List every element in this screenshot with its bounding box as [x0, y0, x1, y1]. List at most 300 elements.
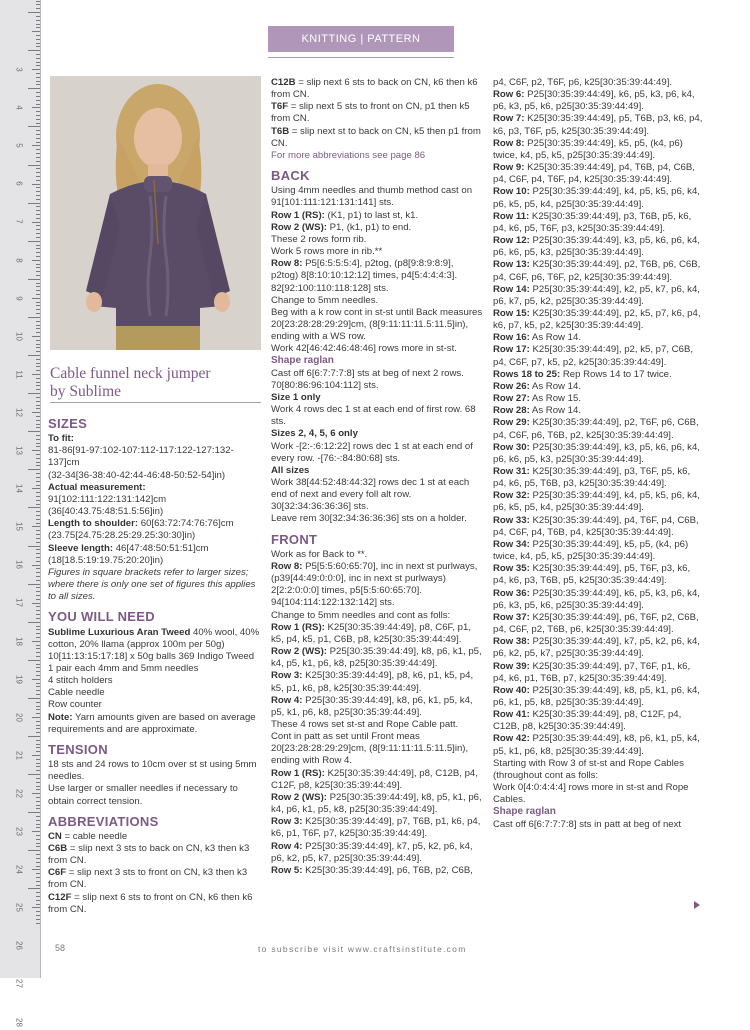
ruler-tick — [36, 770, 40, 771]
cable-row-label: Row 34: — [493, 538, 530, 550]
pattern-title — [50, 365, 261, 401]
title-divider — [50, 402, 261, 403]
cable-row-label: Row 41: — [493, 709, 530, 721]
ruler-tick — [32, 526, 40, 527]
page-number: 58 — [55, 943, 66, 953]
abbr-c6b-label: C6B — [48, 843, 68, 854]
ruler-tick — [36, 454, 40, 455]
ruler-tick — [28, 88, 40, 89]
ruler-tick — [36, 877, 40, 878]
ruler-tick — [36, 808, 40, 809]
ruler-tick — [36, 252, 40, 253]
ruler-tick — [32, 298, 40, 299]
ruler-tick — [36, 191, 40, 192]
cable-row-label: Rows 18 to 25: — [493, 368, 561, 380]
cable-r5-text: K25[30:35:39:44:49], p6, T6B, p2, C6B, — [302, 864, 473, 876]
cable-row-label: Row 32: — [493, 490, 530, 502]
ruler-tick — [36, 149, 40, 150]
cable-row-item — [493, 417, 705, 441]
abbr-c6f-text: = slip next 3 sts to front on CN, k3 then k3 from CN. — [48, 867, 248, 891]
ruler-tick — [36, 397, 40, 398]
ruler-tick — [36, 496, 40, 497]
back-begin: Beg with a k row cont in st-st until Back measures 20[23:28:28:29:29]cm, (8[9:11:11:11.5:11.5]in), ending with a WS row. — [271, 306, 483, 343]
ruler-tick — [36, 839, 40, 840]
ruler-tick — [28, 812, 40, 813]
ruler-tick — [36, 401, 40, 402]
cable-row-label: Row 16: — [493, 332, 530, 344]
ruler-tick — [36, 58, 40, 59]
cable-row-label: Row 9: — [493, 162, 525, 174]
ruler-tick — [36, 626, 40, 627]
ruler-tick — [36, 606, 40, 607]
ruler-tick — [36, 264, 40, 265]
ruler-tick — [36, 591, 40, 592]
ruler-tick — [36, 123, 40, 124]
ruler-tick — [28, 774, 40, 775]
cable-r4-label: Row 4: — [271, 840, 303, 852]
ruler-tick — [36, 65, 40, 66]
ruler-tick — [36, 885, 40, 886]
ruler-tick — [36, 530, 40, 531]
cable-row-label: Row 14: — [493, 283, 530, 295]
ruler-tick — [36, 645, 40, 646]
ruler-tick — [36, 424, 40, 425]
back-work42: Work 42[46:42:46:48:46] rows more in st-st. — [271, 343, 457, 355]
ruler-tick — [36, 904, 40, 905]
ruler-tick — [36, 801, 40, 802]
ruler-tick — [36, 763, 40, 764]
cable-row-text: K25[30:35:39:44:49], p8, C12F, p4, C12B, p8, k25[30:35:39:44:49]. — [493, 709, 682, 733]
ruler-tick — [36, 446, 40, 447]
ruler-tick — [36, 290, 40, 291]
ruler-tick — [36, 153, 40, 154]
to-fit-label: To fit: — [48, 433, 74, 445]
ruler-tick — [36, 351, 40, 352]
ruler-tick — [36, 595, 40, 596]
cable-row-item — [493, 369, 705, 381]
cable-row-text: K25[30:35:39:44:49], p2, k5, p7, C6B, p4, C6F, p7, k5, p2, k25[30:35:39:44:49]. — [493, 344, 694, 368]
ruler-tick — [28, 126, 40, 127]
ruler-tick — [36, 8, 40, 9]
ruler-tick — [28, 698, 40, 699]
cable-row-item — [493, 709, 705, 733]
front-r3-text: K25[30:35:39:44:49], p8, k6, p1, k5, p4, k5, p1, k6, p8, k25[30:35:39:44:49]. — [271, 670, 474, 694]
ruler-tick — [36, 168, 40, 169]
ruler-tick — [36, 328, 40, 329]
ruler-tick — [28, 203, 40, 204]
ruler-tick — [36, 134, 40, 135]
ruler-tick — [36, 180, 40, 181]
ruler-tick — [32, 145, 40, 146]
front-raglan-heading: Shape raglan — [493, 806, 556, 818]
back-r1-text: (K1, p1) to last st, k1. — [324, 209, 419, 221]
ruler-tick — [32, 831, 40, 832]
ruler-tick — [32, 184, 40, 185]
ruler-tick — [36, 542, 40, 543]
stitch-holders: 4 stitch holders — [48, 675, 113, 687]
back-heading: BACK — [271, 168, 310, 184]
ruler-tick — [36, 73, 40, 74]
header-rule — [268, 57, 454, 58]
ruler-tick — [36, 873, 40, 874]
cable-row-label: Row 39: — [493, 660, 530, 672]
cable-row-label: Row 33: — [493, 514, 530, 526]
cable-row-item — [493, 381, 705, 393]
ruler-tick — [36, 119, 40, 120]
ruler-tick — [32, 31, 40, 32]
ruler-tick — [36, 671, 40, 672]
ruler-tick — [36, 786, 40, 787]
back-r1-label: Row 1 (RS): — [271, 209, 325, 221]
cable-row-text: K25[30:35:39:44:49], p4, T6B, p4, C6B, p4, C6F, p4, T6F, p4, k25[30:35:39:44:49]. — [493, 162, 695, 186]
ruler-tick — [36, 344, 40, 345]
more-abbreviations-link[interactable]: For more abbreviations see page 86 — [271, 149, 426, 161]
ruler-tick — [36, 81, 40, 82]
cable-row-text: K25[30:35:39:44:49], p2, T6F, p6, C6B, p4, C6F, p6, T6B, p2, k25[30:35:39:44:49]. — [493, 417, 699, 441]
ruler-tick — [36, 789, 40, 790]
front-r3-label: Row 3: — [271, 670, 303, 682]
cable-row-text: P25[30:35:39:44:49], k4, p5, k5, p6, k4, p6, k5, p5, k4, p25[30:35:39:44:49]. — [493, 490, 700, 514]
ruler-tick — [36, 721, 40, 722]
ruler-tick — [36, 245, 40, 246]
cable-row-text: K25[30:35:39:44:49], p3, T6B, p5, k6, p4, k6, p5, T6F, p3, k25[30:35:39:44:49]. — [493, 210, 692, 234]
ruler-tick — [36, 728, 40, 729]
ruler-tick — [28, 546, 40, 547]
ruler-tick — [36, 370, 40, 371]
ruler-tick — [36, 900, 40, 901]
note-text: Yarn amounts given are based on average requirements and are approximate. — [48, 711, 256, 735]
front-work-as-back: Work as for Back to **. — [271, 548, 368, 560]
ruler-tick — [36, 271, 40, 272]
ruler-tick — [36, 892, 40, 893]
ruler-tick — [36, 686, 40, 687]
ruler-tick — [36, 229, 40, 230]
ruler-tick — [36, 519, 40, 520]
model-illustration — [50, 76, 261, 350]
ruler-tick — [36, 690, 40, 691]
cable-row-text: K25[30:35:39:44:49], p3, T6F, p5, k6, p4, k6, p5, T6B, p3, k25[30:35:39:44:49]. — [493, 466, 691, 490]
cable-row-item — [493, 393, 705, 405]
abbr-c12b-label: C12B — [271, 77, 296, 88]
ruler-tick — [36, 911, 40, 912]
ruler-number: 5 — [14, 143, 24, 148]
to-fit-cm: 81-86[91-97:102-107:112-117:122-127:132-137]cm — [48, 445, 234, 469]
length-value: 60[63:72:74:76:76]cm — [140, 518, 234, 530]
ruler-tick — [36, 420, 40, 421]
cable-row-item — [493, 344, 705, 368]
cable-rows-list — [493, 89, 705, 758]
cable-row-item — [493, 235, 705, 259]
ruler-tick — [36, 561, 40, 562]
cable-row-text: K25[30:35:39:44:49], p4, T6F, p4, C6B, p4, C6F, p4, T6B, p4, k25[30:35:39:44:49]. — [493, 514, 699, 538]
cable-needle: Cable needle — [48, 687, 105, 699]
cable-row-text: P25[30:35:39:44:49], k6, p5, k3, p6, k4, p6, k3, p5, k6, p25[30:35:39:44:49]. — [493, 587, 700, 611]
cable-row-text: K25[30:35:39:44:49], p6, T6F, p2, C6B, p4, C6F, p2, T6B, p6, k25[30:35:39:44:49]. — [493, 611, 699, 636]
ruler-number: 24 — [14, 865, 24, 875]
cable-row-text: As Row 15. — [529, 393, 581, 405]
cable-row-item — [493, 490, 705, 514]
ruler-tick — [36, 218, 40, 219]
ruler-tick — [32, 222, 40, 223]
ruler-tick — [36, 637, 40, 638]
back-leave: Leave rem 30[32:34:36:36:36] sts on a holder. — [271, 513, 467, 525]
ruler-tick — [36, 473, 40, 474]
ruler-tick — [36, 206, 40, 207]
ruler-tick — [36, 210, 40, 211]
ruler-tick — [36, 709, 40, 710]
cable-row-label: Row 30: — [493, 441, 530, 453]
ruler-tick — [28, 355, 40, 356]
ruler-number: 13 — [14, 446, 24, 455]
abbreviations-heading: ABBREVIATIONS — [48, 813, 159, 829]
ruler-tick — [36, 435, 40, 436]
length-label: Length to shoulder: — [48, 518, 139, 530]
ruler-tick — [36, 618, 40, 619]
cable-row-label: Row 10: — [493, 186, 530, 198]
subscribe-footer: to subscribe visit www.craftsinstitute.com — [258, 944, 467, 954]
ruler-tick — [36, 572, 40, 573]
cable-row-item — [493, 211, 705, 235]
ruler-tick — [36, 648, 40, 649]
ruler-tick — [36, 4, 40, 5]
ruler-number: 26 — [14, 941, 24, 951]
abbr-cn-text: = cable needle — [61, 830, 128, 842]
ruler-tick — [36, 248, 40, 249]
ruler-tick — [36, 363, 40, 364]
ruler-number: 12 — [14, 407, 24, 417]
ruler-tick — [36, 313, 40, 314]
ruler-number: 14 — [14, 484, 24, 494]
ruler-tick — [36, 858, 40, 859]
cable-row-text: P25[30:35:39:44:49], k5, p5, (k4, p6) twice, k4, p5, k5, p25[30:35:39:44:49]. — [493, 137, 683, 161]
ruler-tick — [36, 835, 40, 836]
ruler-tick — [28, 241, 40, 242]
ruler-tick — [28, 507, 40, 508]
note-label: Note: — [48, 711, 73, 723]
back-r8-text: P5[6:5:5:5:4], p2tog, (p8[9:8:9:8:9], p2tog) 8[8:10:10:12:12] times, p4[5:4:4:4:3]. 82[92:100:110:118:128] sts. — [271, 258, 458, 294]
ruler-tick — [32, 641, 40, 642]
ruler-tick — [36, 683, 40, 684]
ruler-tick — [32, 869, 40, 870]
ruler-tick — [36, 667, 40, 668]
cable-row-item — [493, 636, 705, 660]
ruler-tick — [28, 12, 40, 13]
ruler-tick — [36, 805, 40, 806]
ruler-tick — [32, 755, 40, 756]
ruler-tick — [36, 713, 40, 714]
cable-row-item — [493, 113, 705, 137]
ruler-tick — [36, 176, 40, 177]
ruler-tick — [28, 736, 40, 737]
ruler-number: 28 — [14, 1017, 24, 1027]
ruler-tick — [32, 717, 40, 718]
ruler-tick — [36, 366, 40, 367]
front-cont: Cont in patt as set until Front meas 20[23:28:28:29:29]cm, (8[9:11:11:11.5:11.5]in), ending with Row 4. — [271, 731, 469, 767]
ruler-tick — [36, 816, 40, 817]
ruler-tick — [36, 492, 40, 493]
cable-row-item — [493, 733, 705, 757]
cable-r4-text: P25[30:35:39:44:49], k7, p5, k2, p6, k4, p6, k2, p5, k7, p25[30:35:39:44:49]. — [271, 840, 473, 864]
ruler-number: 22 — [14, 788, 24, 798]
ruler-tick — [36, 919, 40, 920]
abbr-t6b-label: T6B — [271, 125, 290, 137]
sleeve-label: Sleeve length: — [48, 542, 114, 554]
cable-row-label: Row 15: — [493, 307, 530, 319]
ruler-tick — [32, 679, 40, 680]
ruler-tick — [36, 534, 40, 535]
tension-2: Use larger or smaller needles if necessary to obtain correct tension. — [48, 783, 238, 807]
title-line-2: by Sublime — [50, 383, 122, 400]
ruler-number: 27 — [14, 979, 24, 989]
ruler-tick — [36, 1, 40, 2]
ruler-tick — [36, 694, 40, 695]
sizes-note: Figures in square brackets refer to larger sizes; where there is only one set of figures this applies to all sizes. — [48, 566, 256, 603]
ruler-tick — [36, 130, 40, 131]
ruler-tick — [36, 610, 40, 611]
ruler-tick — [36, 237, 40, 238]
ruler-tick — [36, 465, 40, 466]
ruler-tick — [36, 462, 40, 463]
header-divider: | — [360, 33, 368, 45]
ruler-tick — [36, 302, 40, 303]
ruler-tick — [36, 16, 40, 17]
ruler-number: 8 — [14, 257, 24, 263]
ruler-tick — [36, 553, 40, 554]
ruler-tick — [36, 599, 40, 600]
actual-label: Actual measurement: — [48, 481, 146, 493]
yarn-details: 40% wool, 40% cotton, 20% llama (approx 100m per 50g) — [48, 626, 260, 650]
size1-text: Work 4 rows dec 1 st at each end of first row. 68 sts. — [271, 404, 476, 428]
ruler-tick — [36, 740, 40, 741]
ruler-tick — [32, 793, 40, 794]
cable-row-text: K25[30:35:39:44:49], p5, T6B, p3, k6, p4, k6, p3, T6F, p5, k25[30:35:39:44:49]. — [493, 113, 703, 137]
actual-in: (36[40:43.75:48:51.5:56]in) — [48, 506, 164, 518]
ruler-tick — [36, 100, 40, 101]
cable-r2-label: Row 2 (WS): — [271, 791, 327, 803]
row5-continued: p4, C6F, p2, T6F, p6, k25[30:35:39:44:49]. — [493, 77, 673, 88]
ruler-tick — [36, 866, 40, 867]
ruler-tick — [32, 336, 40, 337]
ruler-tick — [28, 850, 40, 851]
ruler-tick — [36, 702, 40, 703]
ruler-number: 25 — [14, 903, 24, 913]
ruler-tick — [36, 283, 40, 284]
cable-row-item — [493, 186, 705, 210]
ruler-tick — [36, 43, 40, 44]
back-cast-on: Using 4mm needles and thumb method cast on 91[101:111:121:131:141] sts. — [271, 185, 473, 209]
ruler-tick — [36, 751, 40, 752]
ruler-tick — [36, 511, 40, 512]
ruler-tick — [32, 69, 40, 70]
ruler-tick — [36, 580, 40, 581]
ruler-tick — [32, 565, 40, 566]
ruler-tick — [36, 568, 40, 569]
ruler-tick — [36, 744, 40, 745]
front-r4-text: P25[30:35:39:44:49], k8, p6, k1, p5, k4, p5, k1, p6, k8, p25[30:35:39:44:49]. — [271, 694, 473, 718]
ruler-tick — [36, 157, 40, 158]
cable-row-item — [493, 442, 705, 466]
to-fit-in: (32-34[36-38:40-42:44-46:48-50:52-54]in) — [48, 469, 226, 481]
cable-row-item — [493, 539, 705, 563]
cable-row-item — [493, 332, 705, 344]
ruler-tick — [36, 747, 40, 748]
ruler-number: 20 — [14, 712, 24, 722]
cable-row-text: P25[30:35:39:44:49], k8, p6, k1, p5, k4, p5, k1, p6, k8, p25[30:35:39:44:49]. — [493, 733, 700, 757]
ruler-tick — [36, 294, 40, 295]
ruler-tick — [28, 888, 40, 889]
all-sizes-text: Work 38[44:52:48:44:32] rows dec 1 st at each end of next and every foll alt row. 30[32:34:36:36:36] sts. — [271, 477, 470, 513]
cable-row-text: P25[30:35:39:44:49], k7, p5, k2, p6, k4, p6, k2, p5, k7, p25[30:35:39:44:49]. — [493, 636, 700, 660]
back-r2-label: Row 2 (WS): — [271, 221, 327, 233]
front-these4: These 4 rows set st-st and Rope Cable patt. — [271, 718, 459, 730]
ruler-tick — [36, 915, 40, 916]
ruler-number: 18 — [14, 636, 24, 646]
ruler-tick — [36, 443, 40, 444]
cable-r1-label: Row 1 (RS): — [271, 767, 325, 779]
ruler-tick — [36, 656, 40, 657]
cable-row-item — [493, 405, 705, 417]
cable-row-text: As Row 14. — [529, 405, 581, 417]
cable-row-item — [493, 563, 705, 587]
ruler-tick — [36, 614, 40, 615]
ruler-tick — [36, 576, 40, 577]
ruler-tick — [36, 523, 40, 524]
sizes2-heading: Sizes 2, 4, 5, 6 only — [271, 428, 358, 440]
ruler-number: 17 — [14, 598, 24, 608]
front-r8-label: Row 8: — [271, 560, 303, 572]
ruler-tick — [36, 115, 40, 116]
ruler-tick — [36, 778, 40, 779]
cable-row-text: P25[30:35:39:44:49], k5, p5, (k4, p6) twice, k4, p5, k5, p25[30:35:39:44:49]. — [493, 538, 689, 563]
model-photo — [50, 76, 261, 350]
tension-heading: TENSION — [48, 741, 108, 757]
tension-1: 18 sts and 24 rows to 10cm over st st using 5mm needles. — [48, 759, 257, 783]
cable-row-text: K25[30:35:39:44:49], p2, T6B, p6, C6B, p4, C6F, p6, T6F, p2, k25[30:35:39:44:49]. — [493, 259, 701, 283]
ruler-tick — [36, 427, 40, 428]
ruler-tick — [36, 321, 40, 322]
cable-row-label: Row 38: — [493, 636, 530, 648]
ruler-tick — [36, 481, 40, 482]
cable-row-label: Row 13: — [493, 259, 530, 271]
ruler-tick — [36, 664, 40, 665]
back-change-needles: Change to 5mm needles. — [271, 294, 379, 306]
ruler-tick — [36, 504, 40, 505]
cable-row-label: Row 7: — [493, 113, 525, 125]
ruler-tick — [36, 827, 40, 828]
front-r1-text: K25[30:35:39:44:49], p8, C6F, p1, k5, p4, k5, p1, C6B, p8, k25[30:35:39:44:49]. — [271, 621, 471, 645]
ruler-tick — [36, 557, 40, 558]
cable-row-label: Row 36: — [493, 587, 530, 599]
column-3 — [493, 77, 705, 831]
ruler-tick — [32, 488, 40, 489]
cable-row-text: As Row 14. — [529, 332, 581, 344]
needles: 1 pair each 4mm and 5mm needles — [48, 662, 199, 674]
back-raglan-heading: Shape raglan — [271, 355, 334, 367]
sleeve-value: 46[47:48:50:51:51]cm — [115, 542, 209, 554]
ruler-tick — [36, 340, 40, 341]
ruler-tick — [36, 347, 40, 348]
work-rows-more: Work 0[4:0:4:4:4] rows more in st-st and Rope Cables. — [493, 782, 689, 806]
cable-row-item — [493, 612, 705, 636]
cable-row-item — [493, 466, 705, 490]
cable-row-label: Row 35: — [493, 563, 530, 575]
cable-row-label: Row 17: — [493, 344, 530, 356]
cable-row-text: As Row 14. — [529, 380, 581, 392]
ruler-tick — [36, 20, 40, 21]
ruler-tick — [36, 332, 40, 333]
ruler-tick — [36, 389, 40, 390]
ruler-tick — [36, 256, 40, 257]
